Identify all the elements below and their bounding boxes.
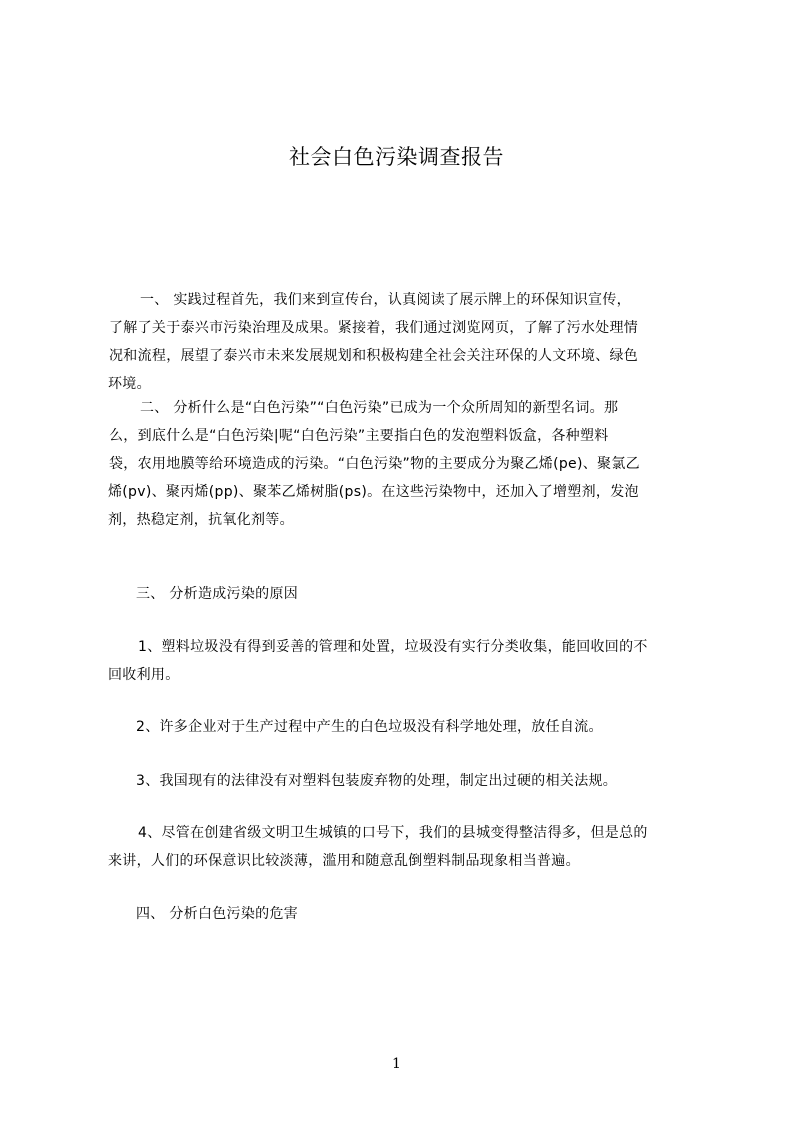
paragraph-cause-4 [108, 819, 648, 875]
text-line: 1、塑料垃圾没有得到妥善的管理和处置，垃圾没有实行分类收集，能回收回的不 [138, 639, 648, 655]
text-line: 么，到底什么是“白色污染|呢“白色污染”主要指白色的发泡塑料饭盒，各种塑料 [109, 428, 609, 444]
text-line: 剂，热稳定剂，抗氧化剂等。 [108, 512, 294, 528]
text-line: 环境。 [108, 376, 151, 392]
text-line: 烯(pv)、聚丙烯(pp)、聚苯乙烯树脂(ps)。在这些污染物中，还加入了增塑剂，发泡 [108, 484, 639, 500]
text-line: 来讲，人们的环保意识比较淡薄，滥用和随意乱倒塑料制品现象相当普遍。 [108, 853, 580, 869]
paragraph-cause-3 [108, 767, 617, 795]
heading-causes [108, 580, 298, 608]
text-line: 回收利用。 [108, 667, 180, 683]
text-line: 袋，农用地膜等给环境造成的污染。“白色污染”物的主要成分为聚乙烯(pe)、聚氯乙 [109, 456, 640, 472]
text-line: 四、 分析白色污染的危害 [136, 906, 299, 922]
text-line: 二、 分析什么是“白色污染”“白色污染”已成为一个众所周知的新型名词。那 [140, 400, 619, 416]
paragraph-cause-1 [108, 633, 648, 689]
paragraph-what-is-white-pollution [108, 394, 640, 534]
text-line: 三、 分析造成污染的原因 [136, 586, 299, 602]
heading-hazards [108, 900, 298, 928]
text-line: 4、尽管在创建省级文明卫生城镇的口号下，我们的县城变得整洁得多，但是总的 [138, 825, 648, 841]
text-line: 况和流程，展望了泰兴市未来发展规划和积极构建全社会关注环保的人文环境、绿色 [109, 348, 639, 364]
text-line: 了解了关于泰兴市污染治理及成果。紧接着，我们通过浏览网页，了解了污水处理情 [109, 320, 639, 336]
text-line: 2、许多企业对于生产过程中产生的白色垃圾没有科学地处理，放任自流。 [136, 719, 603, 735]
text-line: 3、我国现有的法律没有对塑料包装废弃物的处理，制定出过硬的相关法规。 [136, 773, 618, 789]
page-title: 社会白色污染调查报告 [289, 145, 504, 169]
paragraph-practice-process [108, 286, 638, 398]
page-number: 1 [392, 1056, 401, 1072]
paragraph-cause-2 [108, 713, 603, 741]
text-line: 一、 实践过程首先，我们来到宣传台，认真阅读了展示牌上的环保知识宣传， [140, 292, 631, 308]
